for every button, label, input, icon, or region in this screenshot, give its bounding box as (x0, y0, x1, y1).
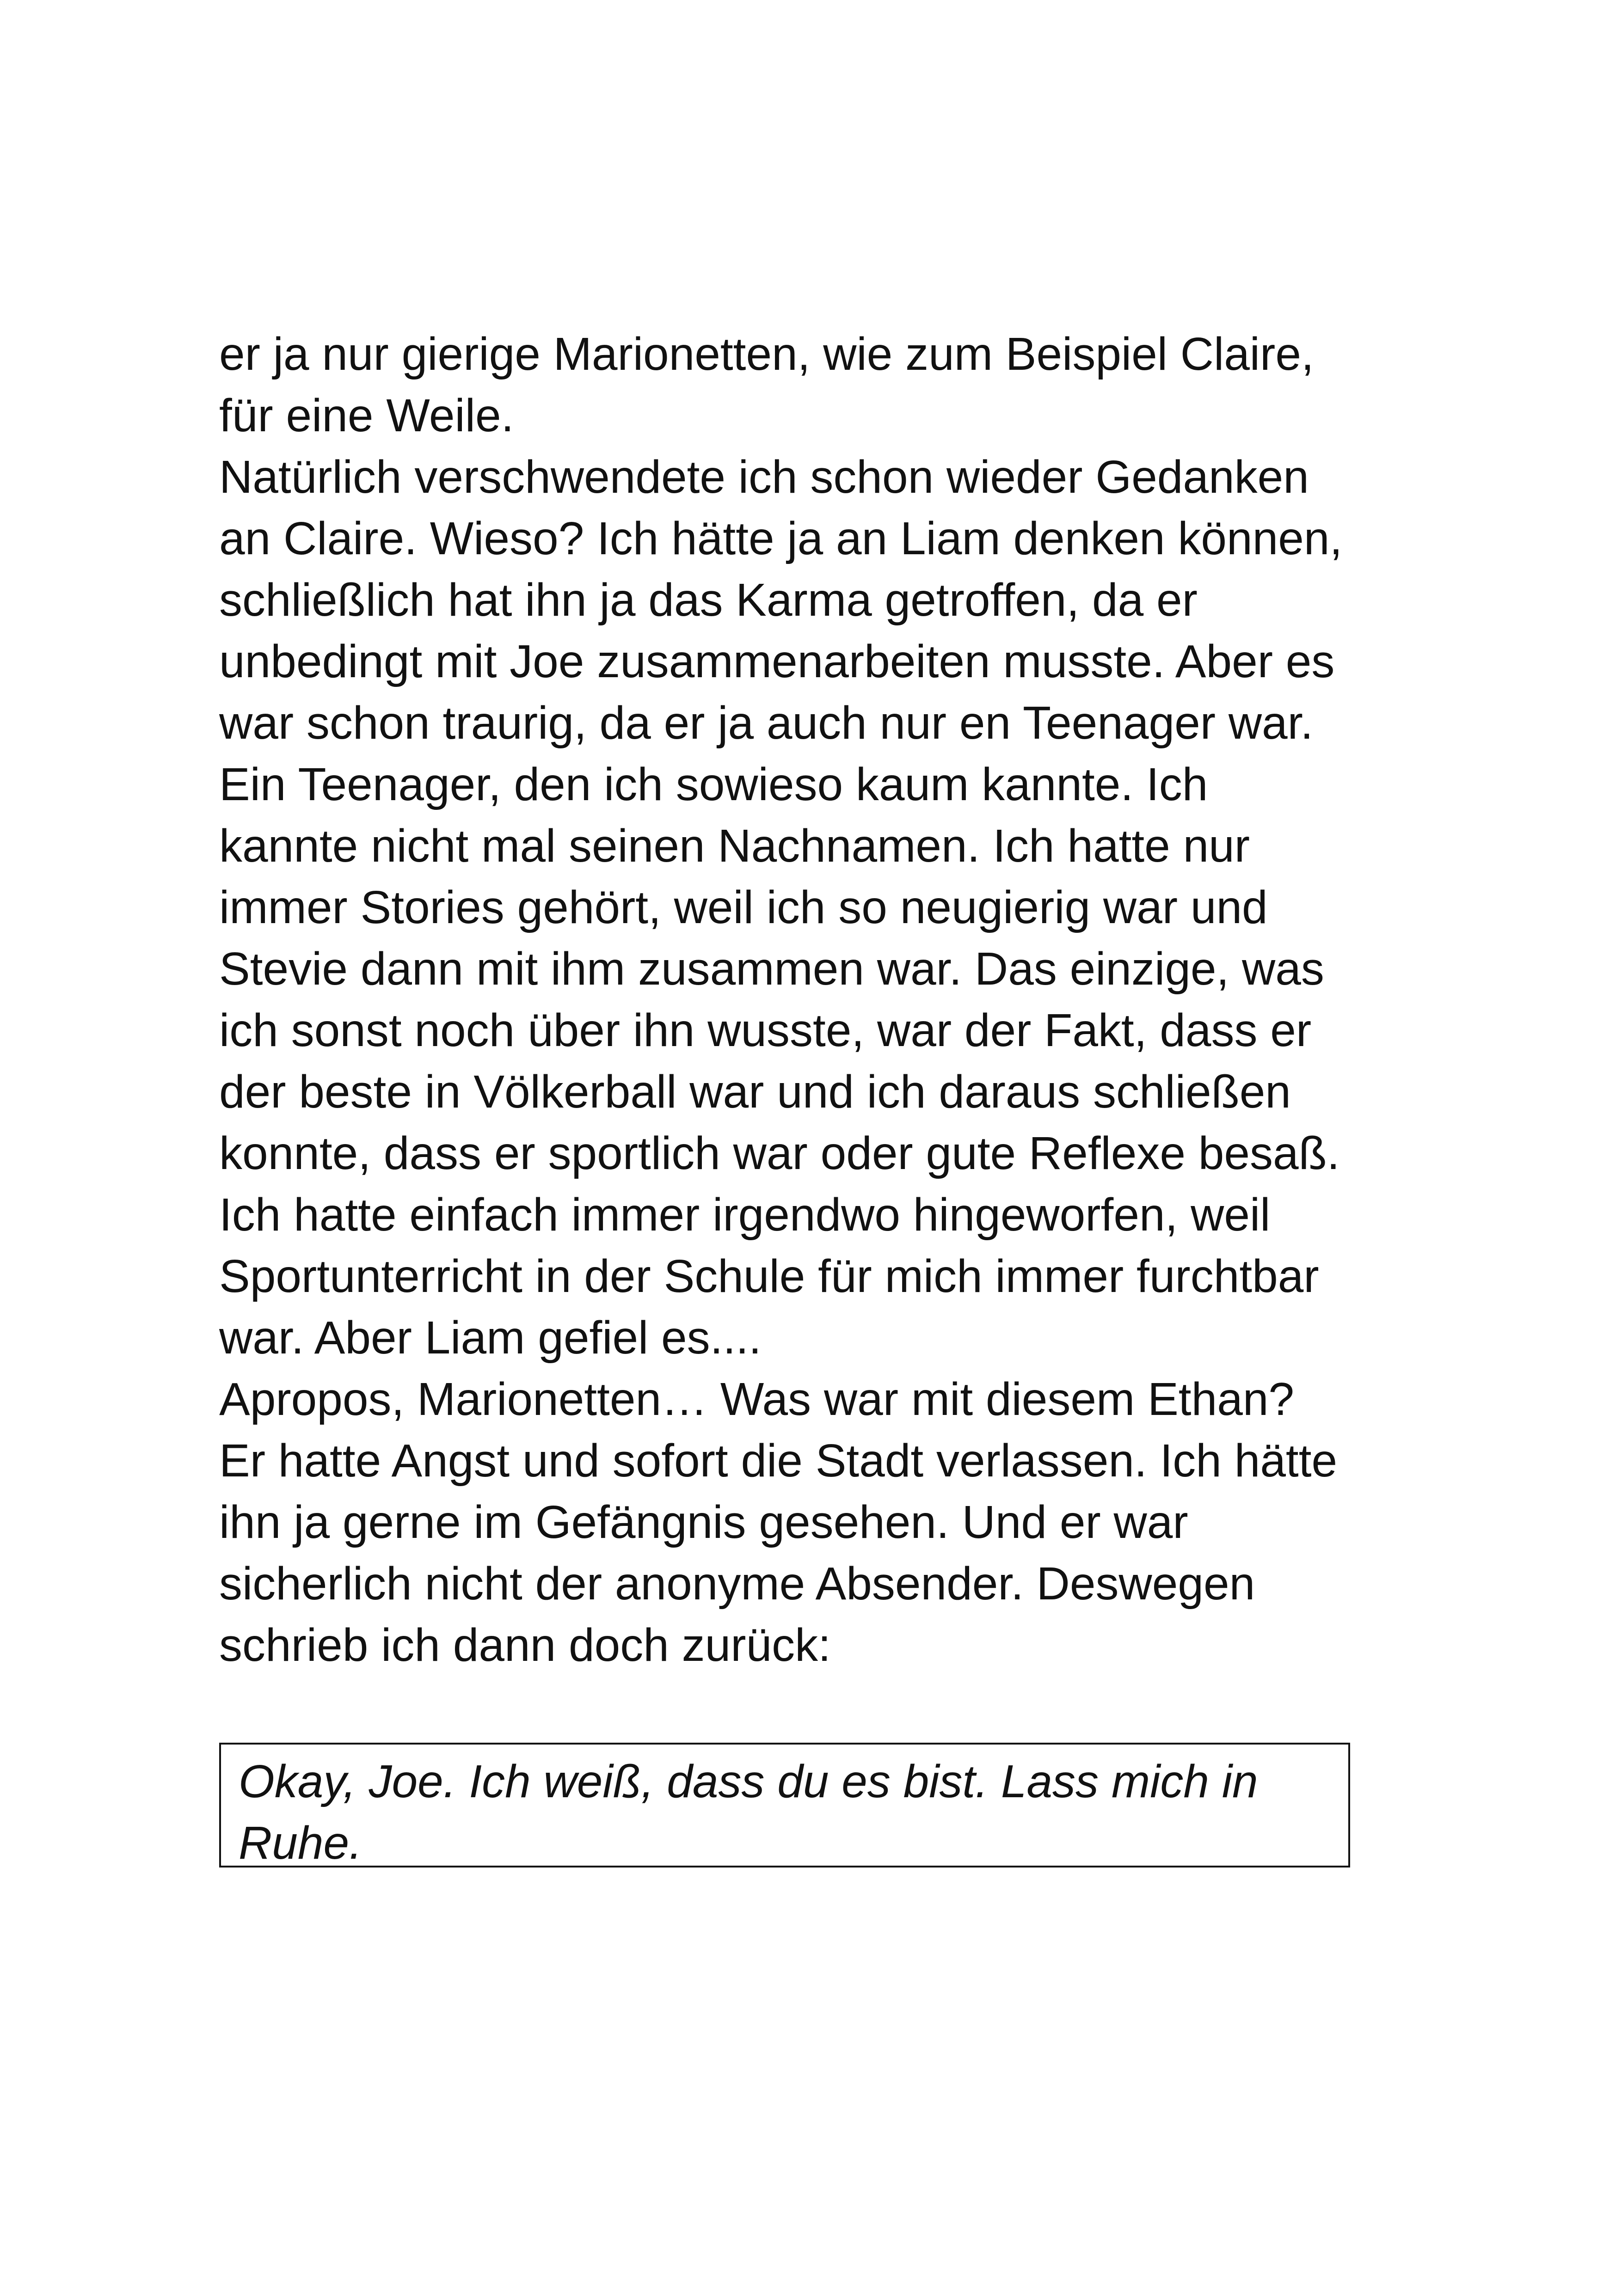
text-line: an Claire. Wieso? Ich hätte ja an Liam denken können, (219, 513, 1343, 564)
text-line: immer Stories gehört, weil ich so neugierig war und (219, 882, 1268, 933)
text-line: war schon traurig, da er ja auch nur en Teenager war. (219, 697, 1314, 749)
text-line: Sportunterricht in der Schule für mich immer furchtbar (219, 1250, 1319, 1302)
text-line: Ein Teenager, den ich sowieso kaum kannte. Ich (219, 759, 1208, 810)
text-line: konnte, dass er sportlich war oder gute Reflexe besaß. (219, 1127, 1340, 1179)
message-line: Ruhe. (239, 1817, 362, 1869)
text-line: Natürlich verschwendete ich schon wieder Gedanken (219, 451, 1309, 503)
message-line: Okay, Joe. Ich weiß, dass du es bist. Lass mich in (239, 1756, 1258, 1807)
text-line: der beste in Völkerball war und ich daraus schließen (219, 1066, 1291, 1118)
text-line: schließlich hat ihn ja das Karma getroffen, da er (219, 574, 1198, 626)
text-line: für eine Weile. (219, 390, 514, 441)
message-box (219, 1743, 1350, 1867)
message-text (239, 1751, 1331, 1874)
text-line: Stevie dann mit ihm zusammen war. Das einzige, was (219, 943, 1324, 995)
text-line: sicherlich nicht der anonyme Absender. Deswegen (219, 1558, 1255, 1610)
text-line: war. Aber Liam gefiel es.... (219, 1312, 762, 1364)
text-line: Apropos, Marionetten… Was war mit diesem Ethan? (219, 1373, 1295, 1425)
text-line: Ich hatte einfach immer irgendwo hingeworfen, weil (219, 1189, 1271, 1241)
text-line: er ja nur gierige Marionetten, wie zum Beispiel Claire, (219, 328, 1314, 380)
text-line: ihn ja gerne im Gefängnis gesehen. Und er war (219, 1496, 1188, 1548)
text-line: Er hatte Angst und sofort die Stadt verlassen. Ich hätte (219, 1435, 1338, 1487)
text-line: unbedingt mit Joe zusammenarbeiten musste. Aber es (219, 636, 1335, 687)
text-line: kannte nicht mal seinen Nachnamen. Ich hatte nur (219, 820, 1250, 872)
text-line: schrieb ich dann doch zurück: (219, 1619, 831, 1671)
body-text (219, 324, 1421, 1676)
text-line: ich sonst noch über ihn wusste, war der Fakt, dass er (219, 1004, 1312, 1056)
